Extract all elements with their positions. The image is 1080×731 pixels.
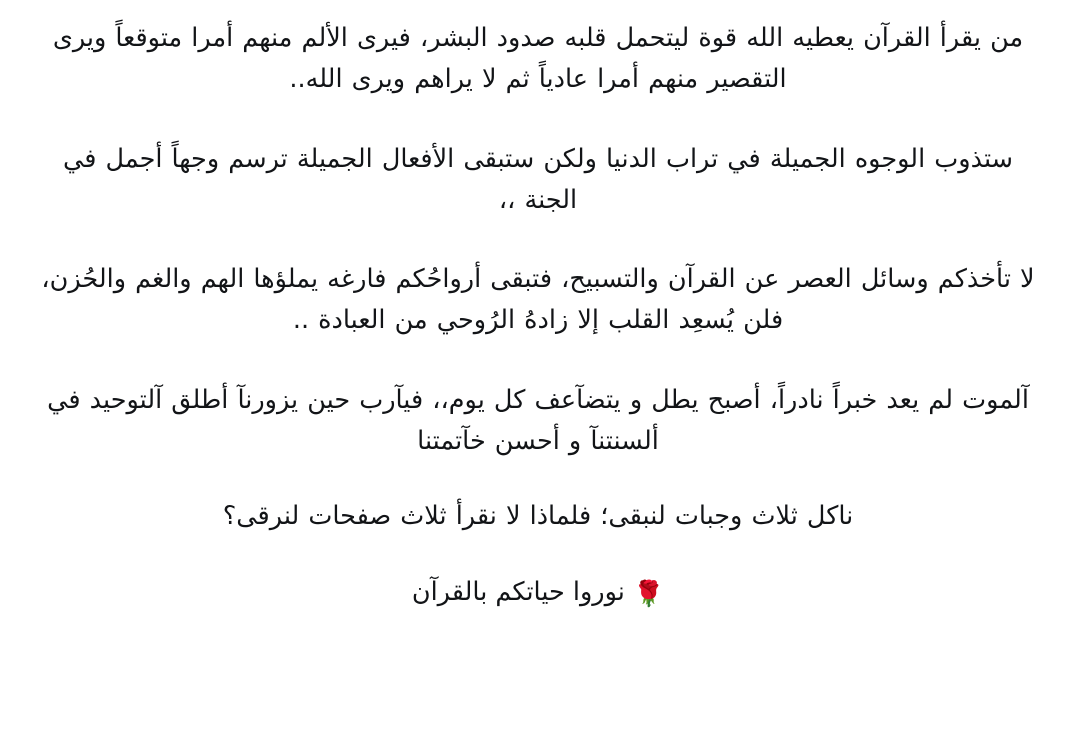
closing-line xyxy=(34,572,1042,614)
paragraph-4: آلموت لم يعد خبراً نادراً، أصبح يطل و يتضآعف كل يوم،، فيآرب حين يزورنآ أطلق آلتوحيد في ألسنتنآ و أحسن خآتمتنا xyxy=(37,384,1029,457)
bottom-spacer xyxy=(34,614,1042,721)
paragraph-5: ناكل ثلاث وجبات لنبقى؛ فلماذا لا نقرأ ثلاث صفحات لنرقى؟ xyxy=(222,501,854,532)
paragraph-3: لا تأخذكم وسائل العصر عن القرآن والتسبيح، فتبقى أرواحُكم فارغه يملؤها الهم والغم والحُزن، فلن يُسعِد القلب إلا زادهُ الرُوحي من العبادة .. xyxy=(32,264,1035,336)
paragraph-spacer xyxy=(34,538,1042,572)
paragraph-1: من يقرأ القرآن يعطيه الله قوة ليتحمل قلبه صدود البشر، فيرى الألم منهم أمرا متوقعاً ويرى التقصير منهم أمرا عادياً ثم لا يراهم ويرى الله.. xyxy=(43,23,1024,95)
closing-text: نوروا حياتكم بالقرآن xyxy=(411,576,625,607)
rose-emoji: 🌹 xyxy=(632,578,665,608)
paragraph-spacer xyxy=(34,221,1042,259)
paragraph-2: ستذوب الوجوه الجميلة في تراب الدنيا ولكن ستبقى الأفعال الجميلة ترسم وجهاً أجمل في الجنة ،، xyxy=(53,143,1014,215)
paragraph-spacer xyxy=(34,462,1042,496)
paragraph-spacer xyxy=(34,101,1042,139)
paragraph-spacer xyxy=(34,342,1042,380)
